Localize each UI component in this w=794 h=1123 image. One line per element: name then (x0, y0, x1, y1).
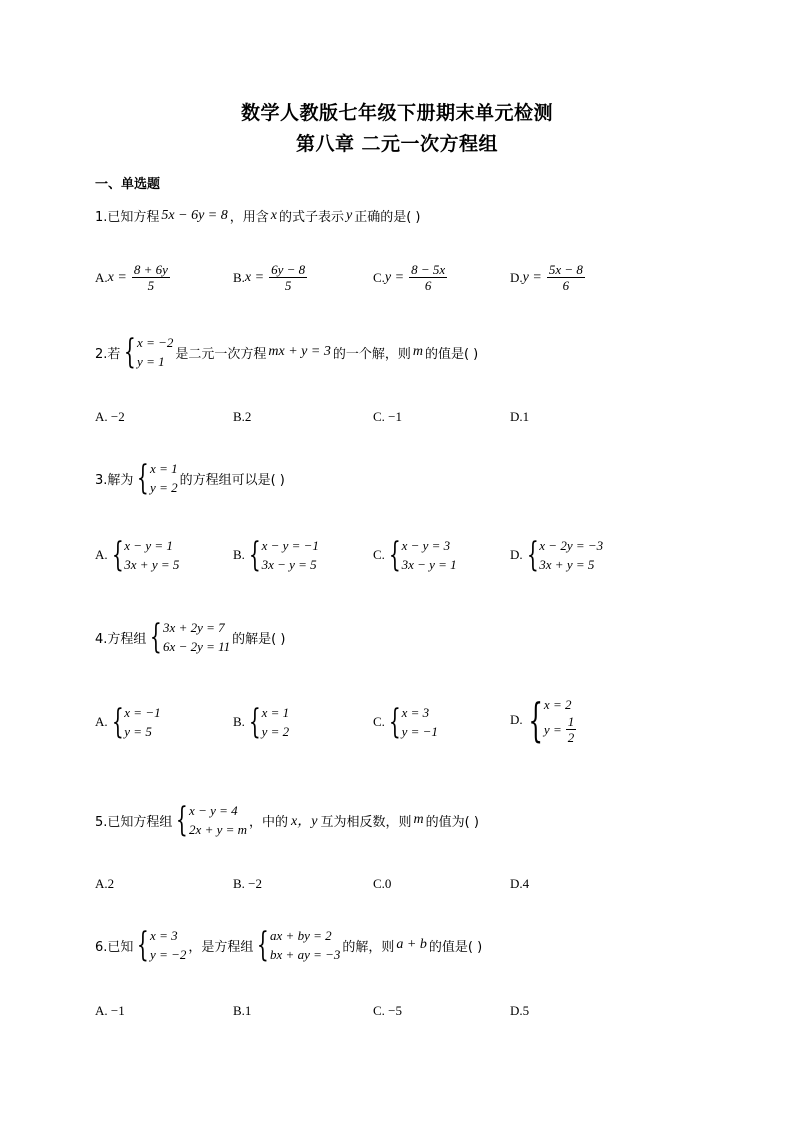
question-2: 2.若 { x = −2 y = 1 是二元一次方程 mx + y = 3 的一个解，则 m 的值是( ) (95, 332, 479, 372)
fraction: $\frac{8 - 5x}{6}$ (411, 262, 446, 293)
option-1c[interactable]: C. y = $\frac{8 - 5x}{6}$ (373, 262, 446, 293)
option-2d[interactable]: D.1 (510, 409, 530, 424)
option-1b[interactable]: B. x = $\frac{6y - 8}{5}$ (233, 262, 306, 293)
option-6d[interactable]: D.5 (510, 1003, 530, 1018)
option-1d[interactable]: D. y = $\frac{5x - 8}{6}$ (510, 262, 583, 293)
equation-system: { x = 3 y = −2 (137, 925, 187, 965)
page-title: 数学人教版七年级下册期末单元检测 (240, 102, 553, 124)
fraction: $\frac{5x - 8}{6}$ (548, 262, 583, 293)
fraction: $\frac{6y - 8}{5}$ (271, 262, 306, 293)
option-2b[interactable]: B.2 (233, 409, 252, 424)
equation: 5x − 6y = 8 (161, 207, 228, 223)
equation-system: { x = −2 y = 1 (124, 332, 174, 372)
equation-system: { x − y = 4 2x + y = m (176, 800, 248, 840)
question-3: 3.解为 { x = 1 y = 2 的方程组可以是( ) (95, 458, 285, 498)
option-2c[interactable]: C. −1 (373, 409, 403, 424)
option-6a[interactable]: A. −1 (95, 1003, 125, 1018)
question-6: 6.已知 { x = 3 y = −2 ，是方程组 { ax + by = 2 bx + ay = −3 的解，则 a + b 的值是( ) (95, 925, 483, 965)
option-5c[interactable]: C.0 (373, 876, 392, 891)
option-4c[interactable]: C. { x = 3 y = −1 (373, 702, 438, 742)
question-5: 5.已知方程组 { x − y = 4 2x + y = m ，中的 x，y 互为相反数，则 m 的值为( ) (95, 800, 479, 840)
option-3a[interactable]: A. { x − y = 1 3x + y = 5 (95, 535, 180, 575)
equation-system: { ax + by = 2 bx + ay = −3 (257, 925, 341, 965)
option-5b[interactable]: B. −2 (233, 876, 263, 891)
option-5a[interactable]: A.2 (95, 876, 115, 891)
section-heading: 一、单选题 (95, 177, 161, 192)
option-3c[interactable]: C. { x − y = 3 3x − y = 1 (373, 535, 457, 575)
page-subtitle: 第八章 二元一次方程组 (295, 133, 499, 155)
fraction: $\frac{8 + 6y}{5}$ (133, 262, 168, 293)
equation-system: { 3x + 2y = 7 6x − 2y = 11 (150, 617, 231, 657)
option-5d[interactable]: D.4 (510, 876, 530, 891)
question-4: 4.方程组 { 3x + 2y = 7 6x − 2y = 11 的解是( ) (95, 617, 286, 657)
option-1a[interactable]: A. x = $\frac{8 + 6y}{5}$ (95, 262, 168, 293)
option-2a[interactable]: A. −2 (95, 409, 125, 424)
equation-system: { x = 1 y = 2 (137, 458, 178, 498)
option-3d[interactable]: D. { x − 2y = −3 3x + y = 5 (510, 535, 604, 575)
option-4d[interactable]: D. { x = 2 y = $\frac{1}{2}$ (510, 693, 575, 747)
question-1: 1.已知方程 5x − 6y = 8 ，用含 x 的式子表示 y 正确的是( ) (95, 207, 421, 225)
option-4a[interactable]: A. { x = −1 y = 5 (95, 702, 161, 742)
option-6c[interactable]: C. −5 (373, 1003, 403, 1018)
option-4b[interactable]: B. { x = 1 y = 2 (233, 702, 290, 742)
option-3b[interactable]: B. { x − y = −1 3x − y = 5 (233, 535, 319, 575)
option-6b[interactable]: B.1 (233, 1003, 252, 1018)
